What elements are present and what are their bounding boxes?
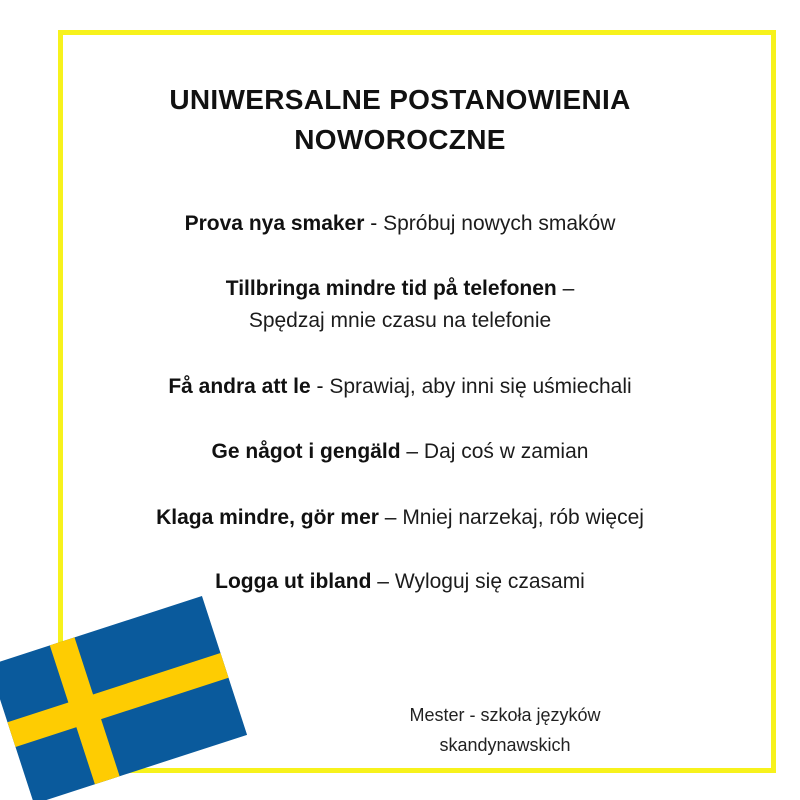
phrase-polish: Spróbuj nowych smaków [383, 212, 616, 235]
phrase-separator: - [310, 375, 330, 398]
phrase-separator: – [556, 277, 575, 300]
phrase-item [0, 566, 800, 598]
phrase-separator: – [378, 506, 403, 529]
footer-school-name [380, 700, 630, 760]
title-line-2: NOWOROCZNE [294, 124, 506, 155]
phrase-polish: Mniej narzekaj, rób więcej [402, 506, 644, 529]
phrase-separator: - [364, 212, 384, 235]
phrase-swedish: Klaga mindre, gör mer [156, 506, 379, 529]
phrase-swedish: Logga ut ibland [215, 570, 372, 593]
footer-line-2: skandynawskich [439, 735, 571, 755]
phrase-swedish: Få andra att le [168, 375, 311, 398]
page-title [0, 80, 800, 160]
phrase-item [0, 208, 800, 240]
phrase-swedish: Prova nya smaker [184, 212, 365, 235]
phrase-swedish: Ge något i gengäld [211, 440, 401, 463]
title-line-1: UNIWERSALNE POSTANOWIENIA [169, 84, 631, 115]
phrase-polish: Sprawiaj, aby inni się uśmiechali [329, 375, 632, 398]
footer-line-1: Mester - szkoła języków [409, 705, 601, 725]
phrase-item [0, 436, 800, 468]
phrase-item [0, 273, 800, 337]
phrase-polish: Wyloguj się czasami [394, 570, 585, 593]
phrase-polish: Daj coś w zamian [423, 440, 589, 463]
phrase-separator: – [400, 440, 424, 463]
phrase-item [0, 502, 800, 534]
phrase-polish: Spędzaj mnie czasu na telefonie [248, 309, 552, 332]
phrase-item [0, 371, 800, 403]
phrase-swedish: Tillbringa mindre tid på telefonen [225, 277, 557, 300]
phrase-separator: – [371, 570, 395, 593]
